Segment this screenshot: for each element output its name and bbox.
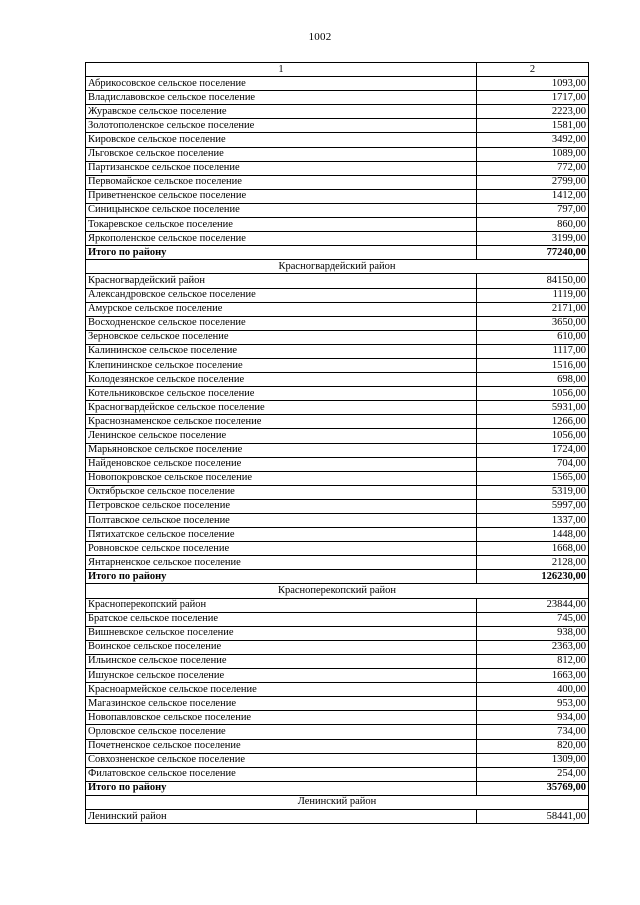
settlement-name: Ленинский район: [86, 809, 477, 823]
table-row: [86, 344, 589, 358]
table-row: [86, 358, 589, 372]
amount-value: 797,00: [477, 203, 589, 217]
settlement-name: Полтавское сельское поселение: [86, 514, 477, 528]
amount-value: 698,00: [477, 373, 589, 387]
amount-value: 84150,00: [477, 274, 589, 288]
table-row: [86, 77, 589, 91]
amount-value: 1266,00: [477, 415, 589, 429]
total-value: 126230,00: [477, 570, 589, 584]
table-row: [86, 189, 589, 203]
settlement-name: Петровское сельское поселение: [86, 499, 477, 513]
amount-value: 400,00: [477, 683, 589, 697]
table-row: [86, 443, 589, 457]
amount-value: 3650,00: [477, 316, 589, 330]
settlement-name: Октябрьское сельское поселение: [86, 485, 477, 499]
amount-value: 3199,00: [477, 232, 589, 246]
table-row: [86, 274, 589, 288]
section-title: Ленинский район: [86, 795, 589, 809]
table-row: [86, 739, 589, 753]
amount-value: 1119,00: [477, 288, 589, 302]
settlement-name: Магазинское сельское поселение: [86, 697, 477, 711]
table-row: [86, 669, 589, 683]
amount-value: 1412,00: [477, 189, 589, 203]
table-row: [86, 725, 589, 739]
amount-value: 1565,00: [477, 471, 589, 485]
table-row: [86, 175, 589, 189]
settlement-name: Красноперекопский район: [86, 598, 477, 612]
table-row: [86, 316, 589, 330]
amount-value: 5997,00: [477, 499, 589, 513]
settlement-name: Вишневское сельское поселение: [86, 626, 477, 640]
total-label: Итого по району: [86, 246, 477, 260]
settlement-name: Филатовское сельское поселение: [86, 767, 477, 781]
amount-value: 5319,00: [477, 485, 589, 499]
settlement-name: Братское сельское поселение: [86, 612, 477, 626]
table-row: [86, 457, 589, 471]
settlement-name: Пятихатское сельское поселение: [86, 528, 477, 542]
amount-value: 5931,00: [477, 401, 589, 415]
settlement-name: Колодезянское сельское поселение: [86, 373, 477, 387]
amount-value: 1089,00: [477, 147, 589, 161]
section-header-row: [86, 584, 589, 598]
settlement-name: Ленинское сельское поселение: [86, 429, 477, 443]
settlement-name: Красногвардейское сельское поселение: [86, 401, 477, 415]
settlement-name: Котельниковское сельское поселение: [86, 387, 477, 401]
amount-value: 1448,00: [477, 528, 589, 542]
settlement-name: Приветненское сельское поселение: [86, 189, 477, 203]
table-row: [86, 697, 589, 711]
amount-value: 953,00: [477, 697, 589, 711]
total-row: [86, 570, 589, 584]
table-row: [86, 542, 589, 556]
table-row: [86, 528, 589, 542]
amount-value: 934,00: [477, 711, 589, 725]
amount-value: 1724,00: [477, 443, 589, 457]
table-row: [86, 514, 589, 528]
table-row: [86, 429, 589, 443]
table-row: [86, 711, 589, 725]
amount-value: 1717,00: [477, 91, 589, 105]
table-row: [86, 373, 589, 387]
table-row: [86, 598, 589, 612]
table-row: [86, 612, 589, 626]
settlement-name: Воинское сельское поселение: [86, 640, 477, 654]
table-row: [86, 556, 589, 570]
amount-value: 745,00: [477, 612, 589, 626]
table-row: [86, 499, 589, 513]
section-title: Красногвардейский район: [86, 260, 589, 274]
amount-value: 1117,00: [477, 344, 589, 358]
table-row: [86, 683, 589, 697]
settlement-name: Партизанское сельское поселение: [86, 161, 477, 175]
settlement-name: Первомайское сельское поселение: [86, 175, 477, 189]
table-row: [86, 654, 589, 668]
settlement-name: Найденовское сельское поселение: [86, 457, 477, 471]
amount-value: 2223,00: [477, 105, 589, 119]
settlement-name: Ишунское сельское поселение: [86, 669, 477, 683]
total-label: Итого по району: [86, 570, 477, 584]
table-row: [86, 809, 589, 823]
amount-value: 1337,00: [477, 514, 589, 528]
table-row: [86, 626, 589, 640]
table-row: [86, 232, 589, 246]
table-row: [86, 302, 589, 316]
amount-value: 3492,00: [477, 133, 589, 147]
settlement-name: Абрикосовское сельское поселение: [86, 77, 477, 91]
settlement-name: Клепининское сельское поселение: [86, 358, 477, 372]
amount-value: 1093,00: [477, 77, 589, 91]
settlement-name: Ильинское сельское поселение: [86, 654, 477, 668]
amount-value: 2363,00: [477, 640, 589, 654]
settlement-name: Яркополенское сельское поселение: [86, 232, 477, 246]
settlement-name: Совхозненское сельское поселение: [86, 753, 477, 767]
table-row: [86, 485, 589, 499]
settlement-name: Марьяновское сельское поселение: [86, 443, 477, 457]
amount-value: 1516,00: [477, 358, 589, 372]
table-row: [86, 753, 589, 767]
table-row: [86, 640, 589, 654]
table-header-row: [86, 63, 589, 77]
settlement-name: Почетненское сельское поселение: [86, 739, 477, 753]
section-header-row: [86, 260, 589, 274]
settlement-name: Льговское сельское поселение: [86, 147, 477, 161]
total-label: Итого по району: [86, 781, 477, 795]
table-row: [86, 161, 589, 175]
settlement-name: Орловское сельское поселение: [86, 725, 477, 739]
budget-table: [85, 62, 589, 824]
amount-value: 254,00: [477, 767, 589, 781]
amount-value: 2799,00: [477, 175, 589, 189]
amount-value: 860,00: [477, 218, 589, 232]
table-row: [86, 288, 589, 302]
table-row: [86, 401, 589, 415]
table-row: [86, 203, 589, 217]
total-row: [86, 781, 589, 795]
settlement-name: Синицынское сельское поселение: [86, 203, 477, 217]
settlement-name: Владиславовское сельское поселение: [86, 91, 477, 105]
amount-value: 820,00: [477, 739, 589, 753]
amount-value: 2171,00: [477, 302, 589, 316]
amount-value: 772,00: [477, 161, 589, 175]
table-row: [86, 471, 589, 485]
settlement-name: Токаревское сельское поселение: [86, 218, 477, 232]
table-body: [86, 63, 589, 824]
amount-value: 2128,00: [477, 556, 589, 570]
settlement-name: Зерновское сельское поселение: [86, 330, 477, 344]
settlement-name: Новопокровское сельское поселение: [86, 471, 477, 485]
settlement-name: Журавское сельское поселение: [86, 105, 477, 119]
table-row: [86, 91, 589, 105]
settlement-name: Золотополенское сельское поселение: [86, 119, 477, 133]
amount-value: 1668,00: [477, 542, 589, 556]
amount-value: 938,00: [477, 626, 589, 640]
amount-value: 1663,00: [477, 669, 589, 683]
amount-value: 1309,00: [477, 753, 589, 767]
section-title: Красноперекопский район: [86, 584, 589, 598]
section-header-row: [86, 795, 589, 809]
total-value: 35769,00: [477, 781, 589, 795]
settlement-name: Ровновское сельское поселение: [86, 542, 477, 556]
total-value: 77240,00: [477, 246, 589, 260]
page-number: 1002: [308, 31, 332, 43]
settlement-name: Красноармейское сельское поселение: [86, 683, 477, 697]
table-row: [86, 218, 589, 232]
amount-value: 1056,00: [477, 387, 589, 401]
table-row: [86, 387, 589, 401]
settlement-name: Калининское сельское поселение: [86, 344, 477, 358]
settlement-name: Кировское сельское поселение: [86, 133, 477, 147]
amount-value: 734,00: [477, 725, 589, 739]
amount-value: 23844,00: [477, 598, 589, 612]
settlement-name: Новопавловское сельское поселение: [86, 711, 477, 725]
table-row: [86, 147, 589, 161]
total-row: [86, 246, 589, 260]
amount-value: 610,00: [477, 330, 589, 344]
table-row: [86, 133, 589, 147]
column-header-1: 1: [86, 63, 477, 77]
table-row: [86, 415, 589, 429]
settlement-name: Восходненское сельское поселение: [86, 316, 477, 330]
table-row: [86, 105, 589, 119]
settlement-name: Амурское сельское поселение: [86, 302, 477, 316]
settlement-name: Александровское сельское поселение: [86, 288, 477, 302]
table-row: [86, 119, 589, 133]
amount-value: 1056,00: [477, 429, 589, 443]
settlement-name: Красногвардейский район: [86, 274, 477, 288]
settlement-name: Краснознаменское сельское поселение: [86, 415, 477, 429]
table-row: [86, 767, 589, 781]
amount-value: 704,00: [477, 457, 589, 471]
amount-value: 58441,00: [477, 809, 589, 823]
table-row: [86, 330, 589, 344]
column-header-2: 2: [477, 63, 589, 77]
amount-value: 1581,00: [477, 119, 589, 133]
amount-value: 812,00: [477, 654, 589, 668]
settlement-name: Янтарненское сельское поселение: [86, 556, 477, 570]
